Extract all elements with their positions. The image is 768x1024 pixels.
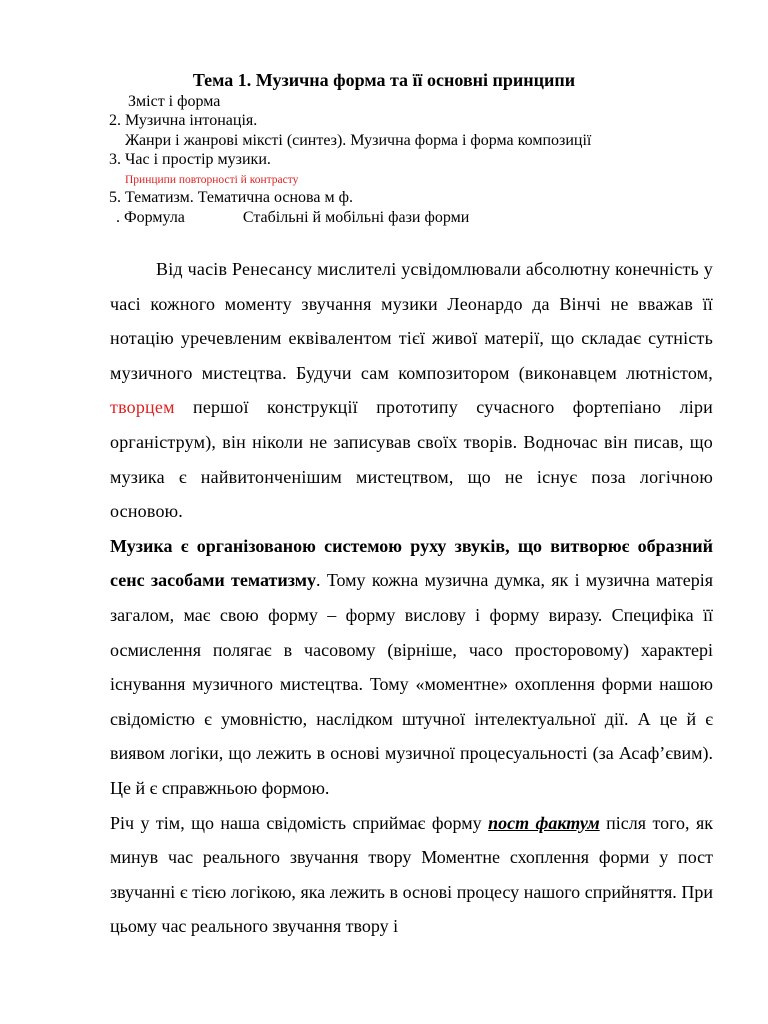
outline-item: 5. Тематизм. Тематична основа м ф. [109,189,353,207]
outline-item: 2. Музична інтонація. [109,112,258,130]
outline-item-highlighted: Принципи повторності й контрасту [125,174,299,187]
outline-item: Жанри і жанрові мікстi (синтез). Музична форма і форма композиції [125,131,592,149]
outline-item: Зміст і форма [128,93,221,110]
outline-item: . Формула [116,208,185,226]
paragraph-3: Річ у тім, що наша свідомість сприймає форму пост фактум після того, як минув час реального звучання твору Моментне схоплення форми у пост звучанні є тією логікою, яка лежить в основі процесу нашого сприйняття. При цьому час реального звучання твору і [110,812,713,937]
emphasized-term: пост фактум [488,812,600,833]
outline-item: 3. Час і простір музики. [109,150,271,168]
document-title: Тема 1. Музична форма та її основні принципи [192,70,576,90]
outline-item-sub: Стабільні й мобільні фази форми [242,208,470,226]
body-text [110,252,713,944]
bold-statement: Музика є організованою системою руху звуків, що витворює образний сенс засобами тематизму [110,535,713,591]
highlighted-word: творцем [110,397,175,418]
paragraph-2: Музика є організованою системою руху звуків, що витворює образний сенс засобами тематизму. Тому кожна музична думка, як і музична матерія загалом, має свою форму – форму вислову і форму виразу. Специфіка її осмислення полягає в часовому (вірніше, часо просторовому) характері існування музичного мистецтва. Тому «моментне» охоплення форми нашою свідомістю є умовністю, наслідком штучної інтелектуальної дії. А це й є виявом логіки, що лежить в основі музичної процесуальності (за Асаф’євим). Це й є справжньою формою. [110,535,713,798]
paragraph-1: Від часів Ренесансу мислителі усвідомлювали абсолютну конечність у часі кожного моменту звучання музики Леонардо да Вінчі не вважав її нотацію уречевленим еквівалентом тієї живої матерії, що складає сутність музичного мистецтва. Будучи сам композитором (виконавцем лютністом, творцем першої конструкції прототипу сучасного фортепіано ліри органіструм), він ніколи не записував своїх творів. Водночас він писав, що музика є найвитонченішим мистецтвом, що не існує поза логічною основою. [110,259,713,522]
topic-outline [0,92,591,227]
